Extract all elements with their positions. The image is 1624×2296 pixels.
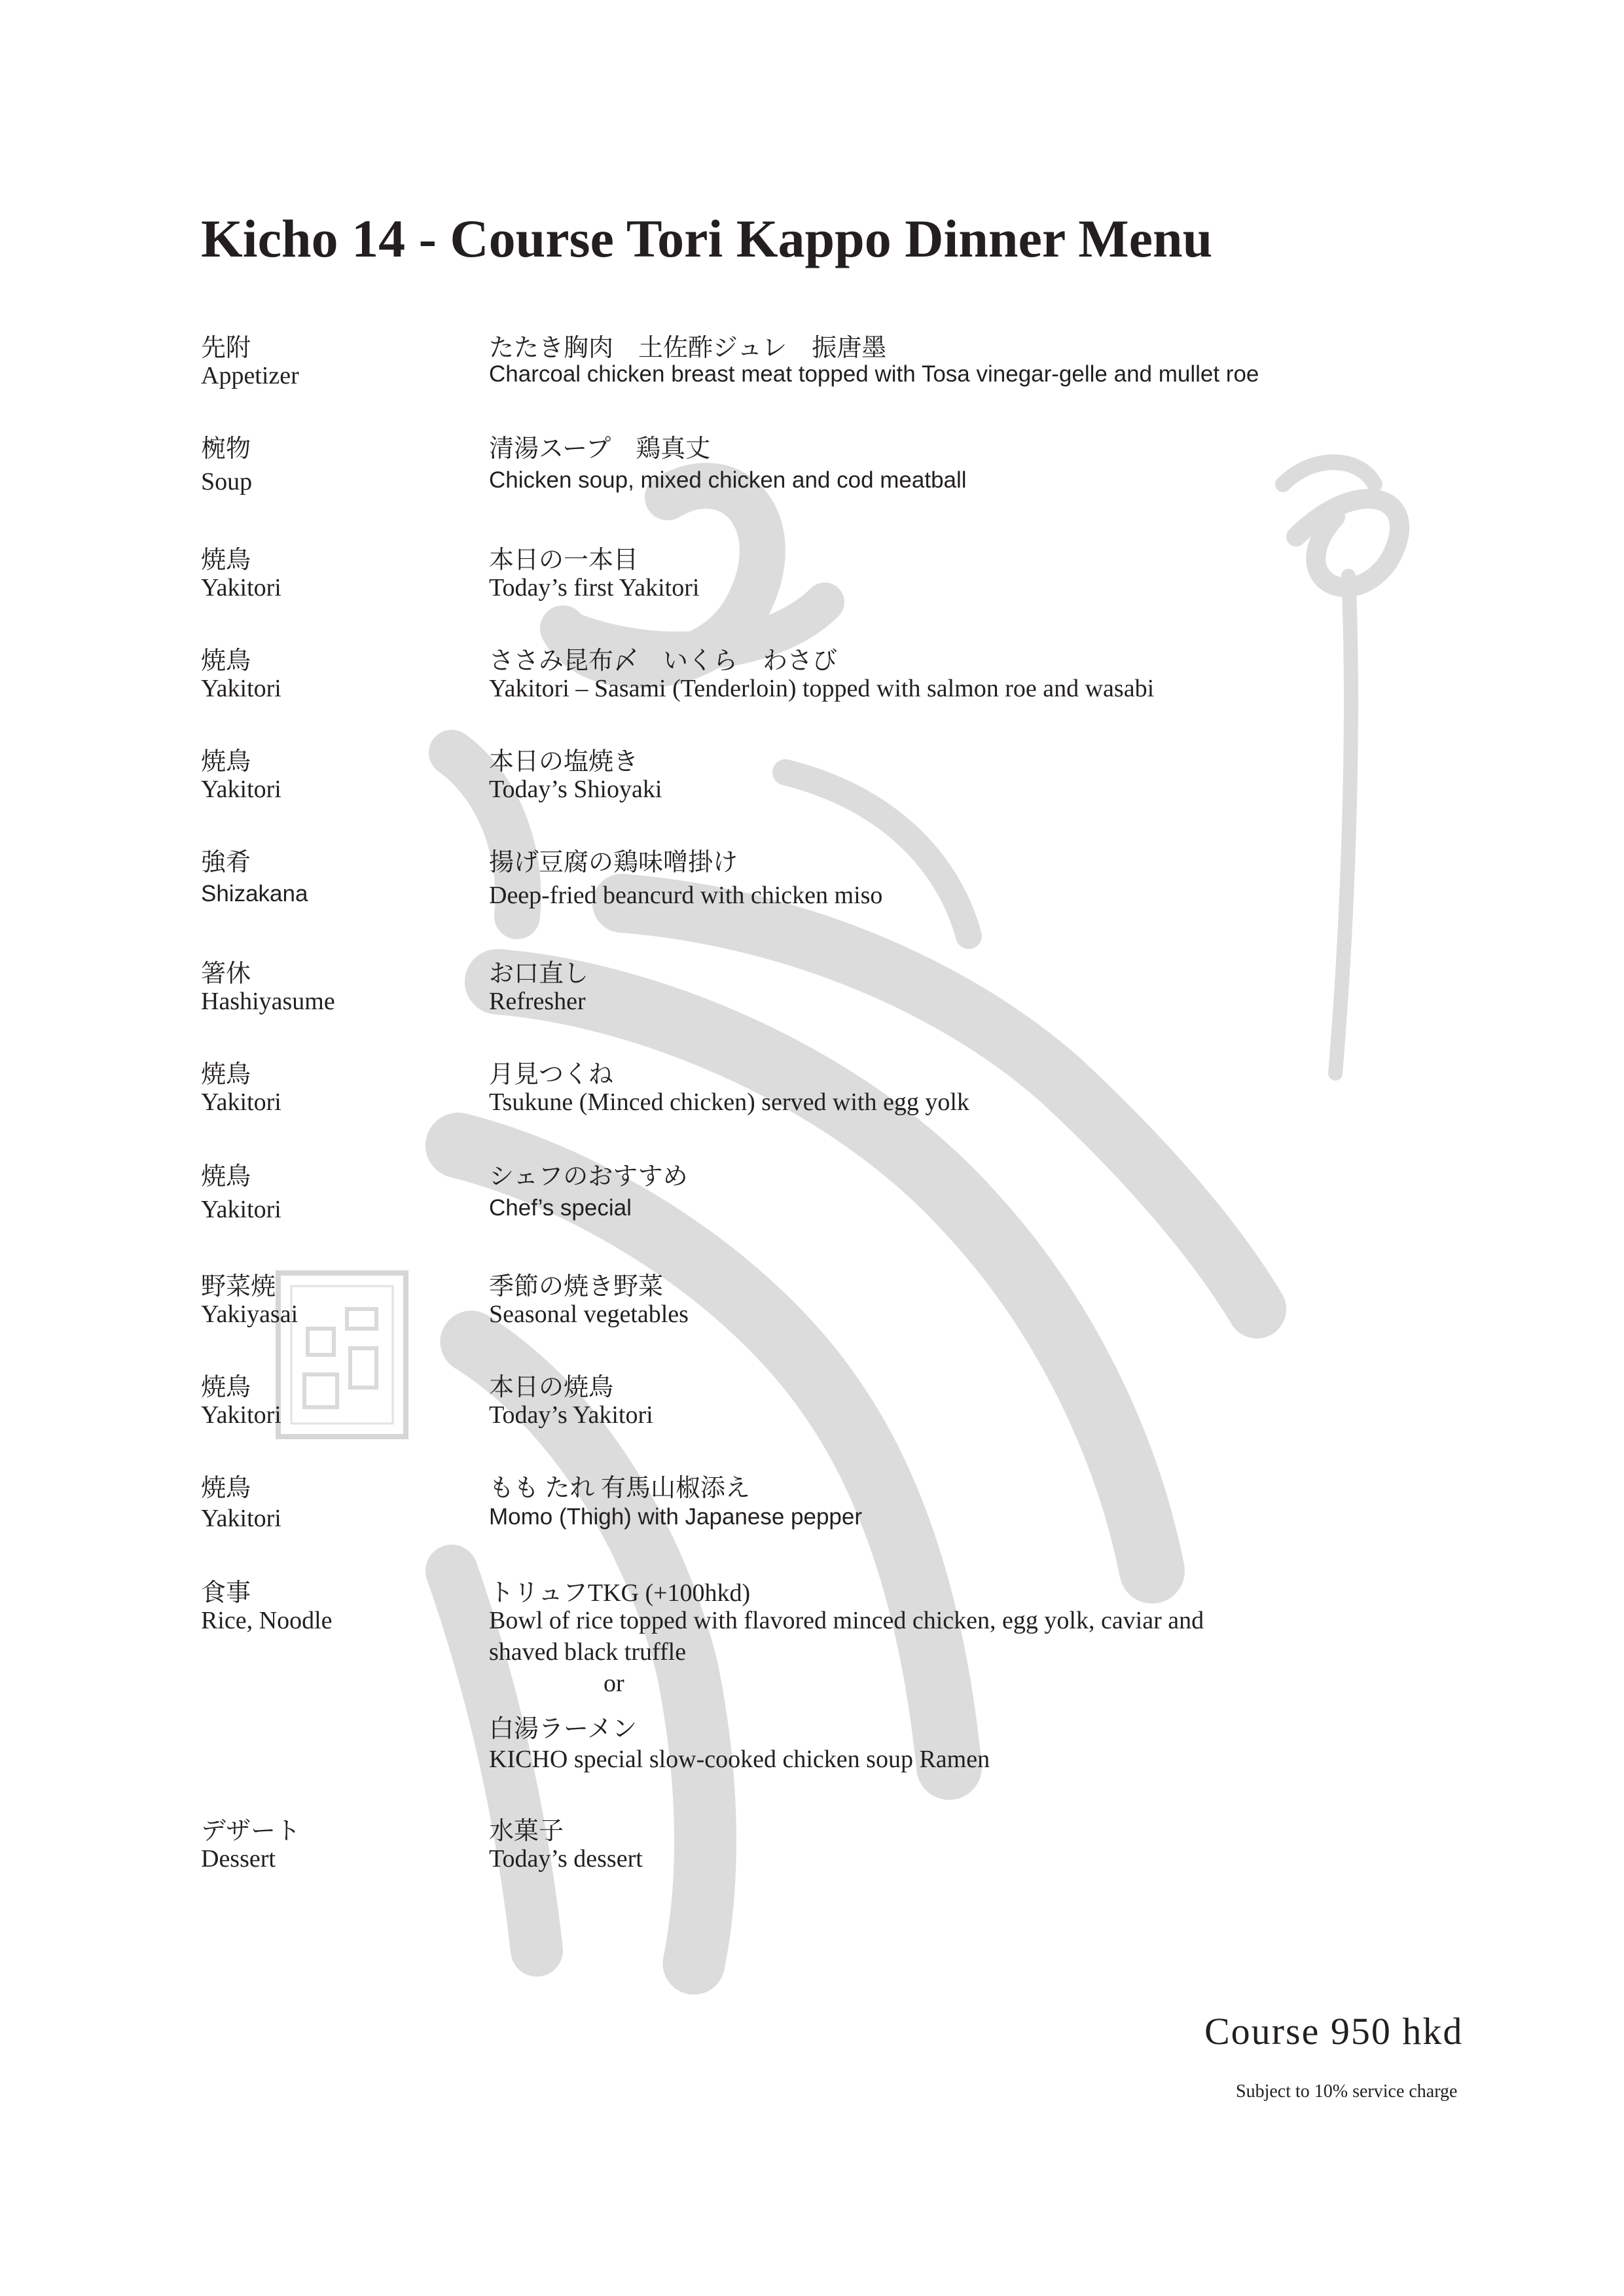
jp-category: 焼鳥	[201, 1163, 251, 1191]
jp-category: 焼鳥	[201, 1475, 251, 1502]
jp-dish: もも たれ 有馬山椒添え	[489, 1475, 751, 1502]
jp-category: 焼鳥	[201, 647, 251, 675]
jp-category: 先附	[201, 334, 251, 362]
en-dish: Refresher	[489, 988, 586, 1015]
en-category: Yakitori	[201, 1088, 281, 1116]
service-charge-note: Subject to 10% service charge	[1236, 2081, 1458, 2102]
en-category: Hashiyasume	[201, 988, 335, 1015]
or-separator: or	[604, 1670, 624, 1697]
course-item	[201, 741, 1445, 809]
jp-dish: 本日の塩焼き	[489, 748, 639, 776]
en-dish-alternative: KICHO special slow-cooked chicken soup Ramen	[489, 1746, 990, 1773]
jp-dish: 季節の焼き野菜	[489, 1273, 664, 1300]
course-item	[201, 1266, 1445, 1334]
course-item	[201, 640, 1445, 708]
jp-category: デザート	[201, 1818, 301, 1845]
course-price: Course 950 hkd	[1204, 2010, 1464, 2053]
en-dish: Charcoal chicken breast meat topped with Tosa vinegar-gelle and mullet roe	[489, 361, 1259, 387]
jp-category: 強肴	[201, 849, 251, 876]
en-category: Yakitori	[201, 1401, 281, 1429]
jp-dish: シェフのおすすめ	[489, 1163, 688, 1191]
jp-category: 野菜焼	[201, 1273, 276, 1300]
en-dish: Chicken soup, mixed chicken and cod meatball	[489, 467, 967, 493]
en-category: Yakiyasai	[201, 1300, 298, 1328]
jp-category: 箸休	[201, 960, 251, 988]
course-item	[201, 1367, 1445, 1435]
en-dish: Tsukune (Minced chicken) served with egg yolk	[489, 1088, 969, 1116]
jp-dish: 揚げ豆腐の鶏味噌掛け	[489, 849, 738, 876]
en-category: Yakitori	[201, 675, 281, 702]
course-item	[201, 1054, 1445, 1122]
en-category: Yakitori	[201, 574, 281, 601]
course-item	[201, 539, 1445, 607]
jp-category: 食事	[201, 1579, 251, 1607]
jp-category: 焼鳥	[201, 547, 251, 574]
course-item	[201, 428, 1445, 501]
en-category: Shizakana	[201, 881, 308, 906]
en-category: Soup	[201, 468, 253, 495]
en-dish: Chef’s special	[489, 1195, 632, 1221]
jp-dish-alternative: 白湯ラーメン	[489, 1715, 638, 1743]
course-item	[201, 1810, 1445, 1878]
jp-category: 焼鳥	[201, 1374, 251, 1401]
menu-list	[201, 327, 1445, 1878]
en-dish: Yakitori – Sasami (Tenderloin) topped with salmon roe and wasabi	[489, 675, 1155, 702]
en-dish: Momo (Thigh) with Japanese pepper	[489, 1504, 863, 1530]
jp-category: 焼鳥	[201, 1061, 251, 1088]
en-dish: Today’s first Yakitori	[489, 574, 700, 601]
course-item	[201, 1467, 1445, 1538]
en-category: Appetizer	[201, 362, 299, 389]
en-dish-continued: shaved black truffle	[489, 1638, 687, 1666]
jp-dish: 月見つくね	[489, 1061, 614, 1088]
en-category: Yakitori	[201, 776, 281, 803]
en-dish: Today’s Shioyaki	[489, 776, 662, 803]
jp-dish: トリュフTKG (+100hkd)	[489, 1579, 751, 1607]
course-item	[201, 327, 1445, 395]
jp-dish: お口直し	[489, 960, 589, 988]
jp-dish: ささみ昆布〆 いくら わさび	[489, 647, 838, 675]
en-category: Rice, Noodle	[201, 1607, 333, 1634]
en-dish: Deep-fried beancurd with chicken miso	[489, 882, 883, 909]
course-item	[201, 1572, 1445, 1779]
en-dish: Bowl of rice topped with flavored minced chicken, egg yolk, caviar and	[489, 1607, 1204, 1634]
jp-dish: 清湯スープ 鶏真丈	[489, 435, 711, 463]
en-dish: Today’s Yakitori	[489, 1401, 653, 1429]
jp-category: 焼鳥	[201, 748, 251, 776]
en-category: Dessert	[201, 1845, 276, 1873]
jp-dish: 水菓子	[489, 1818, 564, 1845]
jp-dish: 本日の一本目	[489, 547, 639, 574]
course-item	[201, 953, 1445, 1021]
jp-category: 椀物	[201, 435, 251, 463]
en-category: Yakitori	[201, 1505, 281, 1532]
en-category: Yakitori	[201, 1196, 281, 1223]
jp-dish: たたき胸肉 土佐酢ジュレ 振唐墨	[489, 334, 887, 362]
jp-dish: 本日の焼鳥	[489, 1374, 614, 1401]
course-item	[201, 1156, 1445, 1229]
en-dish: Today’s dessert	[489, 1845, 643, 1873]
course-item	[201, 842, 1445, 915]
menu-title: Kicho 14 - Course Tori Kappo Dinner Menu	[201, 209, 1213, 268]
en-dish: Seasonal vegetables	[489, 1300, 689, 1328]
